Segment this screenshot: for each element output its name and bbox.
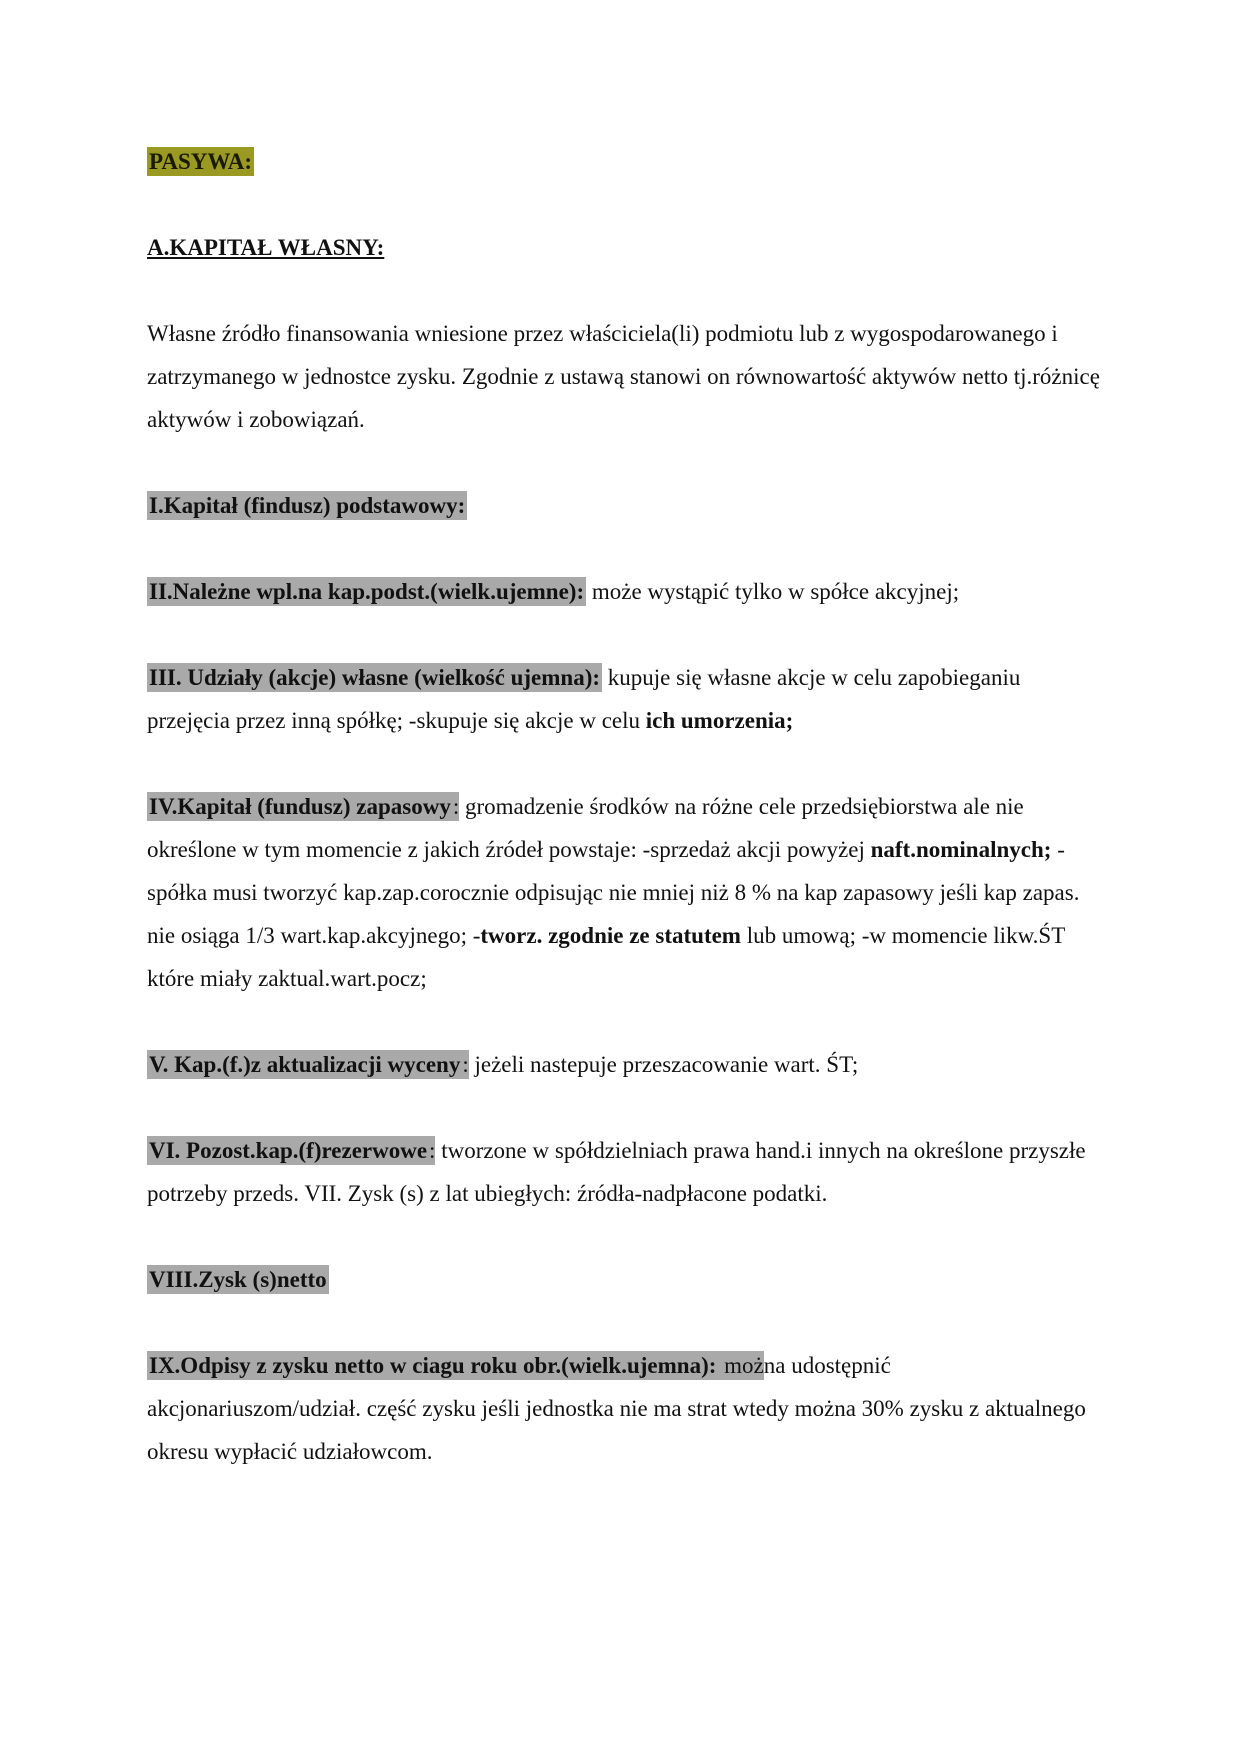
section-4-text-2: -spółka musi tworzyć kap.zap.corocznie odpisując nie mniej niż 8 % na kap zapasowy jeśli kap zapas. nie osiąga 1/3 wart.kap.akcyjnego; -	[147, 837, 1080, 948]
section-1	[147, 484, 1107, 527]
section-4-bold-1: naft.nominalnych;	[870, 837, 1052, 862]
section-5-heading: V. Kap.(f.)z aktualizacji wyceny	[149, 1052, 461, 1077]
section-4-colon: :	[452, 794, 460, 819]
section-6-heading: VI. Pozost.kap.(f)rezerwowe	[149, 1138, 428, 1163]
section-4	[147, 785, 1107, 1000]
section-4-text-1: gromadzenie środków na różne cele przedsiębiorstwa ale nie określone w tym momencie z jakich źródeł powstaje: -sprzedaż akcji powyżej	[147, 794, 1024, 862]
section-9-text: na udostępnić akcjonariuszom/udział. część zysku jeśli jednostka nie ma strat wtedy można 30% zysku z aktualnego okresu wypłacić udziałowcom.	[147, 1353, 1086, 1464]
pasywa-heading	[147, 140, 1107, 183]
section-5	[147, 1043, 1107, 1086]
kapital-wlasny-heading	[147, 226, 1107, 269]
pasywa-label: PASYWA:	[149, 149, 253, 174]
kapital-wlasny-label: A.KAPITAŁ WŁASNY:	[147, 235, 385, 260]
section-8-heading: VIII.Zysk (s)netto	[149, 1267, 327, 1292]
section-8	[147, 1258, 1107, 1301]
section-9-heading: IX.Odpisy z zysku netto w ciagu roku obr.(wielk.ujemna):	[149, 1353, 717, 1378]
section-9	[147, 1344, 1107, 1473]
section-6-colon: :	[429, 1138, 436, 1163]
section-3-text: kupuje się własne akcje w celu zapobieganiu przejęcia przez inną spółkę; -skupuje się akcje w celu	[147, 665, 1021, 733]
section-3-bold-text: ich umorzenia;	[645, 708, 794, 733]
section-1-heading: I.Kapitał (findusz) podstawowy:	[149, 493, 466, 518]
section-4-text-3: lub umową; -w momencie likw.ŚT które miały zaktual.wart.pocz;	[147, 923, 1065, 991]
intro-paragraph: Własne źródło finansowania wniesione przez właściciela(li) podmiotu lub z wygospodarowanego i zatrzymanego w jednostce zysku. Zgodnie z ustawą stanowi on równowartość aktywów netto tj.różnicę aktywów i zobowiązań.	[147, 321, 1100, 432]
section-6-text: tworzone w spółdzielniach prawa hand.i innych na określone przyszłe potrzeby przeds. VII. Zysk (s) z lat ubiegłych: źródła-nadpłacone podatki.	[147, 1138, 1086, 1206]
section-2-text: może wystąpić tylko w spółce akcyjnej;	[586, 579, 960, 604]
section-9-highlighted-text: moż	[718, 1353, 764, 1378]
section-4-heading: IV.Kapitał (fundusz) zapasowy	[149, 794, 451, 819]
section-6	[147, 1129, 1107, 1215]
section-2-heading: II.Należne wpl.na kap.podst.(wielk.ujemne):	[149, 579, 585, 604]
document-body	[147, 140, 1107, 1473]
section-3-heading: III. Udziały (akcje) własne (wielkość ujemna):	[149, 665, 601, 690]
section-3	[147, 656, 1107, 742]
section-5-colon: :	[462, 1052, 469, 1077]
section-2	[147, 570, 1107, 613]
section-4-bold-2: tworz. zgodnie ze statutem	[480, 923, 741, 948]
section-5-text: jeżeli nastepuje przeszacowanie wart. ŚT;	[468, 1052, 859, 1077]
